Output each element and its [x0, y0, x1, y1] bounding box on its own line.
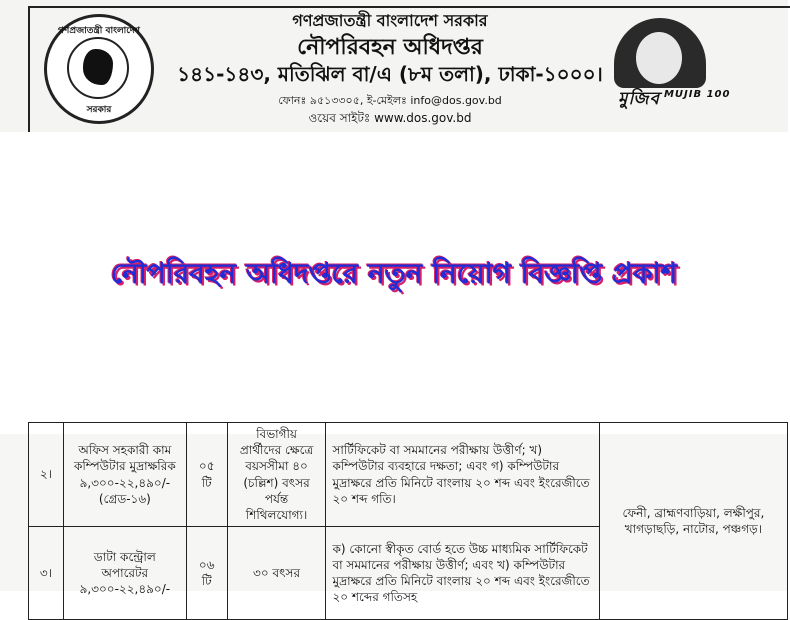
- vacancy-table-area: [0, 427, 788, 605]
- districts-cell: ফেনী, ব্রাহ্মণবাড়িয়া, লক্ষীপুর, খাগড়াছড়ি, নাটোর, পঞ্চগড়।: [599, 423, 787, 620]
- headline-banner: [0, 132, 788, 434]
- logo-sub: MUJIB 100: [663, 89, 731, 101]
- post-cell: অফিস সহকারী কাম কম্পিউটার মুদ্রাক্ষরিক ৯,৩০০-২২,৪৯০/- (গ্রেড-১৬): [63, 423, 186, 527]
- logo-text: মুজিব: [618, 89, 660, 109]
- post-cell: ডাটা কন্ট্রোল অপারেটর ৯,৩০০-২২,৪৯০/-: [63, 527, 186, 620]
- seal-inner-circle: [67, 37, 129, 99]
- department-name: নৌপরিবহন অধিদপ্তর: [297, 35, 483, 60]
- vacancy-table: [28, 422, 788, 620]
- count-cell: ০৫ টি: [186, 423, 227, 527]
- bangladesh-map-icon: [83, 49, 113, 85]
- serial-cell: ৩।: [29, 527, 64, 620]
- website-info: ওয়েব সাইটঃ www.dos.gov.bd: [308, 111, 472, 125]
- portrait-face: [636, 32, 682, 84]
- seal-text-top: গণপ্রজাতন্ত্রী বাংলাদেশ: [58, 26, 140, 36]
- age-cell: বিভাগীয় প্রার্থীদের ক্ষেত্রে বয়সসীমা ৪০ (চল্লিশ) বৎসর পর্যন্ত শিথিলযোগ্য।: [227, 423, 326, 527]
- government-name: গণপ্রজাতন্ত্রী বাংলাদেশ সরকার: [292, 11, 488, 30]
- office-address: ১৪১-১৪৩, মতিঝিল বা/এ (৮ম তলা), ঢাকা-১০০০।: [177, 62, 603, 86]
- table-row: [29, 423, 788, 527]
- serial-cell: ২।: [29, 423, 64, 527]
- contact-info: ফোনঃ ৯৫১৩৩০৫, ই-মেইলঃ info@dos.gov.bd: [278, 94, 502, 107]
- count-cell: ০৬ টি: [186, 527, 227, 620]
- seal-text-bottom: সরকার: [86, 105, 112, 115]
- qualification-cell: ক) কোনো স্বীকৃত বোর্ড হতে উচ্চ মাধ্যমিক সার্টিফিকেট বা সমমানের পরীক্ষায় উত্তীর্ণ; এবং খ) কম্পিউটার মুদ্রাক্ষরে প্রতি মিনিটে বাংলায় ২০ শব্দ এবং ইংরেজীতে ২০ শব্দের গতিসহ: [326, 527, 599, 620]
- qualification-cell: সার্টিফিকেট বা সমমানের পরীক্ষায় উত্তীর্ণ; খ) কম্পিউটার ব্যবহারে দক্ষতা; এবং গ) কম্পিউটার মুদ্রাক্ষরে প্রতি মিনিটে বাংলায় ২০ শব্দ এবং ইংরেজীতে ২০ শব্দ গতি।: [326, 423, 599, 527]
- government-seal: [44, 14, 154, 124]
- mujib-100-logo: [618, 86, 768, 114]
- age-cell: ৩০ বৎসর: [227, 527, 326, 620]
- headline: নৌপরিবহন অধিদপ্তরে নতুন নিয়োগ বিজ্ঞপ্তি প্রকাশ: [110, 257, 678, 290]
- letterhead: [0, 0, 788, 132]
